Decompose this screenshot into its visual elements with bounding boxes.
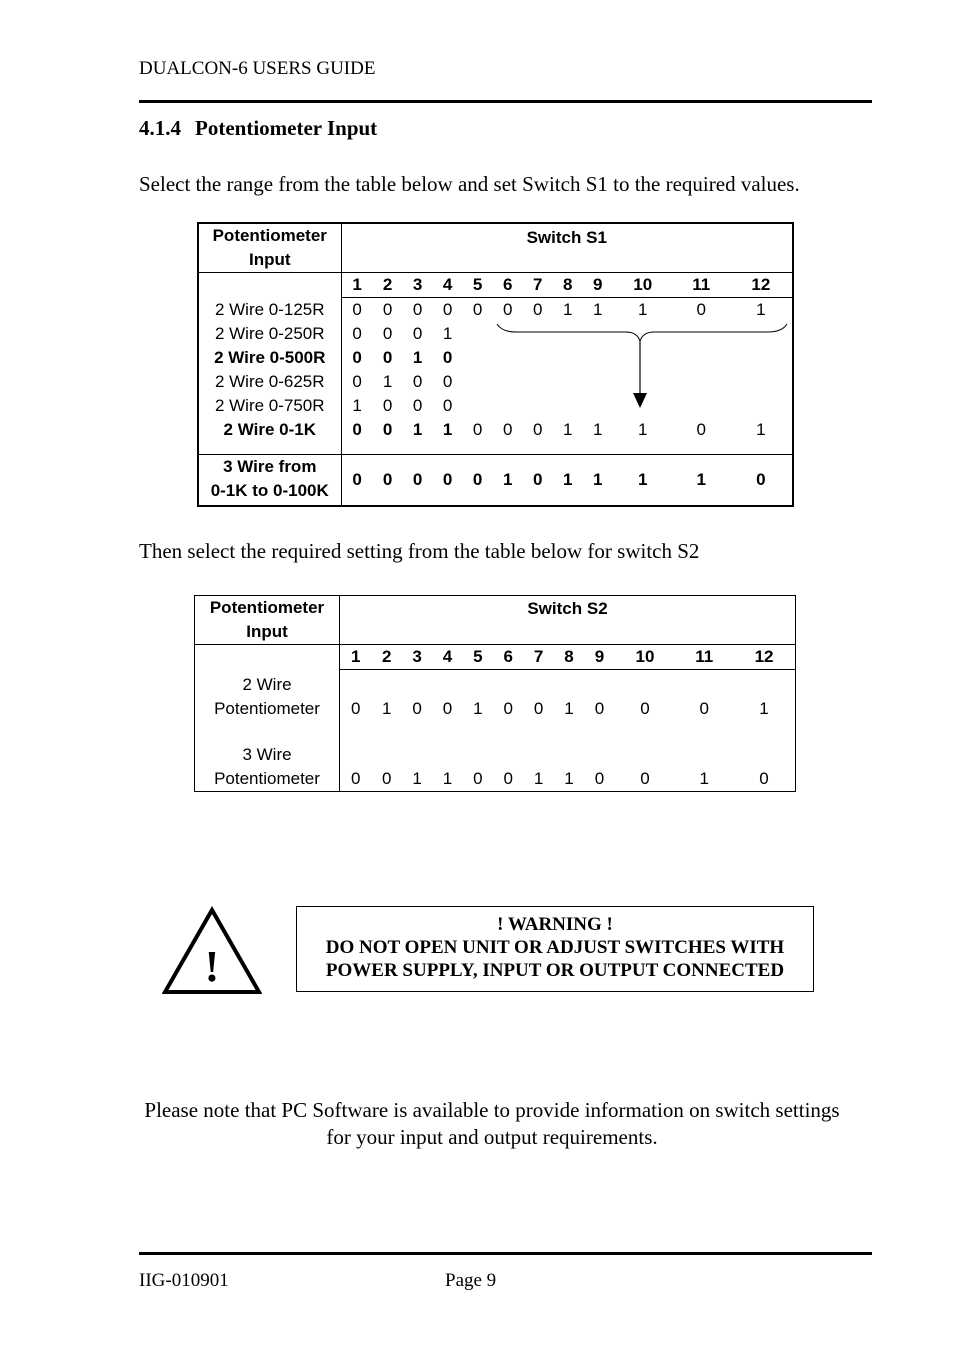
section-number: 4.1.4: [139, 116, 181, 140]
switch-number-row: [198, 273, 793, 298]
switch-number: 12: [730, 273, 793, 298]
switch-number: 4: [432, 645, 462, 670]
switch-value: 1: [564, 698, 574, 718]
switch-value: 1: [562, 300, 573, 319]
running-header: DUALCON-6 USERS GUIDE: [139, 58, 376, 79]
switch-number: 10: [613, 273, 673, 298]
switch-value: 0: [352, 300, 362, 319]
switch-value: 1: [756, 300, 766, 319]
switch-value: 1: [473, 698, 483, 718]
switch-number: 9: [583, 273, 613, 298]
switch-number: 1: [340, 645, 372, 670]
switch-value: 1: [637, 420, 648, 439]
intro-paragraph: Select the range from the table below and set Switch S1 to the required values.: [139, 172, 800, 196]
switch-title: Switch S2: [527, 599, 608, 618]
footer-rule: [139, 1252, 872, 1255]
switch-value: [463, 346, 493, 370]
switch-value: 0: [352, 348, 362, 367]
switch-value: 0: [696, 420, 706, 439]
switch-value: 0: [442, 348, 453, 367]
switch-value: 1: [382, 372, 393, 391]
switch-value: 0: [756, 470, 766, 490]
switch-value: 0: [502, 420, 513, 439]
blank-cell: [195, 645, 340, 670]
switch-value: 0: [352, 470, 362, 490]
switch-number: 8: [553, 273, 583, 298]
switch-value: 1: [502, 470, 513, 490]
switch-title: Switch S1: [526, 228, 607, 247]
switch-number: 7: [523, 645, 553, 670]
switch-number-row: [195, 645, 796, 670]
switch-value: 0: [473, 768, 483, 788]
switch-value: 1: [637, 300, 648, 319]
switch-value: 0: [412, 324, 423, 343]
range-label: 2 Wire 0-125R: [198, 298, 341, 323]
switch-number: 5: [463, 645, 493, 670]
switch-value: 1: [637, 470, 648, 490]
switch-number: 2: [373, 273, 403, 298]
switch-value: 0: [412, 470, 423, 490]
warning-box: [296, 906, 814, 992]
warning-title: ! WARNING !: [497, 914, 613, 935]
switch-number: 8: [554, 645, 584, 670]
switch-value: 0: [382, 348, 393, 367]
switch-number: 5: [463, 273, 493, 298]
switch-value: 0: [532, 420, 543, 439]
warning-symbol: !: [204, 942, 220, 991]
switch-value: 1: [759, 698, 769, 718]
switch-value: 1: [412, 768, 422, 788]
switch-value: 1: [562, 420, 573, 439]
switch-value: 0: [594, 768, 605, 788]
switch-value: 1: [412, 420, 423, 439]
switch-value: 1: [533, 768, 544, 788]
switch-value: 0: [533, 698, 544, 718]
switch-value: 1: [592, 470, 603, 490]
switch-value: 0: [382, 420, 393, 439]
switch-value: [463, 322, 493, 346]
range-label: [198, 455, 341, 507]
header-rule: [139, 100, 872, 103]
spacer-cell: [198, 442, 341, 455]
input-type-label-line: 3 Wire: [242, 744, 292, 764]
switch-value: 0: [532, 470, 543, 490]
switch-value: 0: [442, 698, 453, 718]
switch-value: 0: [352, 324, 362, 343]
switch-value: 0: [382, 470, 393, 490]
column-header-line: Input: [246, 622, 288, 641]
switch-value: 0: [412, 300, 423, 319]
range-label-line: 3 Wire from: [223, 457, 317, 476]
switch-value: 1: [381, 698, 392, 718]
switch-value: 0: [699, 698, 709, 718]
switch-number: 7: [523, 273, 553, 298]
switch-value: 0: [442, 372, 453, 391]
warning-line-2: POWER SUPPLY, INPUT OR OUTPUT CONNECTED: [325, 960, 785, 981]
switch-value: 0: [503, 768, 513, 788]
column-header-potentiometer-input: Potentiometer Input: [198, 223, 341, 273]
switch-value: 0: [594, 698, 605, 718]
switch-value: 0: [503, 698, 513, 718]
switch-value: 0: [502, 300, 513, 319]
switch-value: [463, 394, 493, 418]
switch-value: 1: [592, 420, 603, 439]
switch-value: 1: [696, 470, 706, 490]
switch-value: 0: [640, 768, 650, 788]
warning-line-1: DO NOT OPEN UNIT OR ADJUST SWITCHES WITH: [325, 937, 785, 958]
switch-value: 0: [696, 300, 706, 319]
then-paragraph: Then select the required setting from the table below for switch S2: [139, 539, 700, 563]
switch-s2-table: [194, 595, 796, 792]
input-type-label: [195, 670, 340, 721]
switch-value: 1: [352, 396, 362, 415]
switch-value: 0: [532, 300, 543, 319]
switch-value: 0: [412, 396, 423, 415]
spacer-row: [198, 442, 793, 455]
brace-arrow-icon: [490, 316, 790, 412]
footer-page-number: Page 9: [445, 1270, 497, 1291]
range-label-line: 0-1K to 0-100K: [210, 481, 329, 500]
range-label: 2 Wire 0-250R: [198, 322, 341, 346]
switch-value: 0: [352, 372, 362, 391]
switch-number: 3: [402, 645, 432, 670]
switch-value: 1: [592, 300, 603, 319]
blank-cell: [198, 273, 341, 298]
switch-value: 0: [351, 698, 361, 718]
table-header-row: [198, 223, 793, 273]
switch-value: 1: [699, 768, 709, 788]
input-type-label-line: 2 Wire: [242, 674, 292, 694]
input-type-label-line: Potentiometer: [214, 768, 320, 788]
switch-value: 1: [442, 324, 453, 343]
switch-value: 0: [352, 420, 362, 439]
switch-number: 1: [341, 273, 373, 298]
range-label: 2 Wire 0-625R: [198, 370, 341, 394]
switch-number: 4: [433, 273, 463, 298]
table-row: [198, 418, 793, 442]
switch-number: 11: [675, 645, 733, 670]
input-type-label-line: Potentiometer: [214, 698, 320, 718]
section-heading: [139, 116, 377, 141]
switch-number: 12: [733, 645, 795, 670]
warning-triangle-icon: [162, 906, 262, 996]
switch-value: 0: [382, 300, 393, 319]
switch-value: 0: [382, 396, 393, 415]
switch-value: 0: [442, 470, 453, 490]
table-header-row: [195, 596, 796, 645]
switch-value: 1: [562, 470, 573, 490]
switch-number: 11: [673, 273, 730, 298]
switch-value: [463, 370, 493, 394]
range-label: 2 Wire 0-750R: [198, 394, 341, 418]
switch-value: 0: [472, 420, 483, 439]
column-header-potentiometer-input: [195, 596, 340, 645]
switch-number: 10: [615, 645, 676, 670]
switch-value: 0: [412, 372, 423, 391]
switch-value: 0: [472, 470, 483, 490]
switch-value: 0: [472, 300, 483, 319]
footer-doc-id: IIG-010901: [139, 1270, 229, 1291]
section-title: Potentiometer Input: [195, 116, 378, 140]
switch-number: 3: [403, 273, 433, 298]
switch-number: 6: [493, 645, 523, 670]
switch-value: 1: [412, 348, 423, 367]
switch-number: 9: [584, 645, 614, 670]
switch-value: 0: [382, 324, 393, 343]
table-row: [195, 670, 796, 721]
switch-value: 0: [412, 698, 422, 718]
switch-value: 1: [756, 420, 766, 439]
switch-value: 0: [442, 300, 453, 319]
switch-value: 0: [442, 396, 453, 415]
switch-value: 0: [351, 768, 361, 788]
spacer-cell: [341, 442, 793, 455]
switch-value: 1: [564, 768, 574, 788]
switch-value: 0: [640, 698, 650, 718]
range-label: 2 Wire 0-500R: [198, 346, 341, 370]
switch-value: 0: [759, 768, 769, 788]
column-header-line: Potentiometer: [209, 598, 325, 617]
table-row: [195, 721, 796, 792]
input-type-label: [195, 721, 340, 792]
switch-value: 1: [442, 420, 453, 439]
range-label: 2 Wire 0-1K: [198, 418, 341, 442]
switch-number: 6: [493, 273, 523, 298]
switch-value: 1: [442, 768, 453, 788]
switch-number: 2: [372, 645, 402, 670]
software-note: Please note that PC Software is available to provide information on switch settings for your input and output requirements.: [144, 1098, 840, 1149]
switch-value: 0: [381, 768, 392, 788]
